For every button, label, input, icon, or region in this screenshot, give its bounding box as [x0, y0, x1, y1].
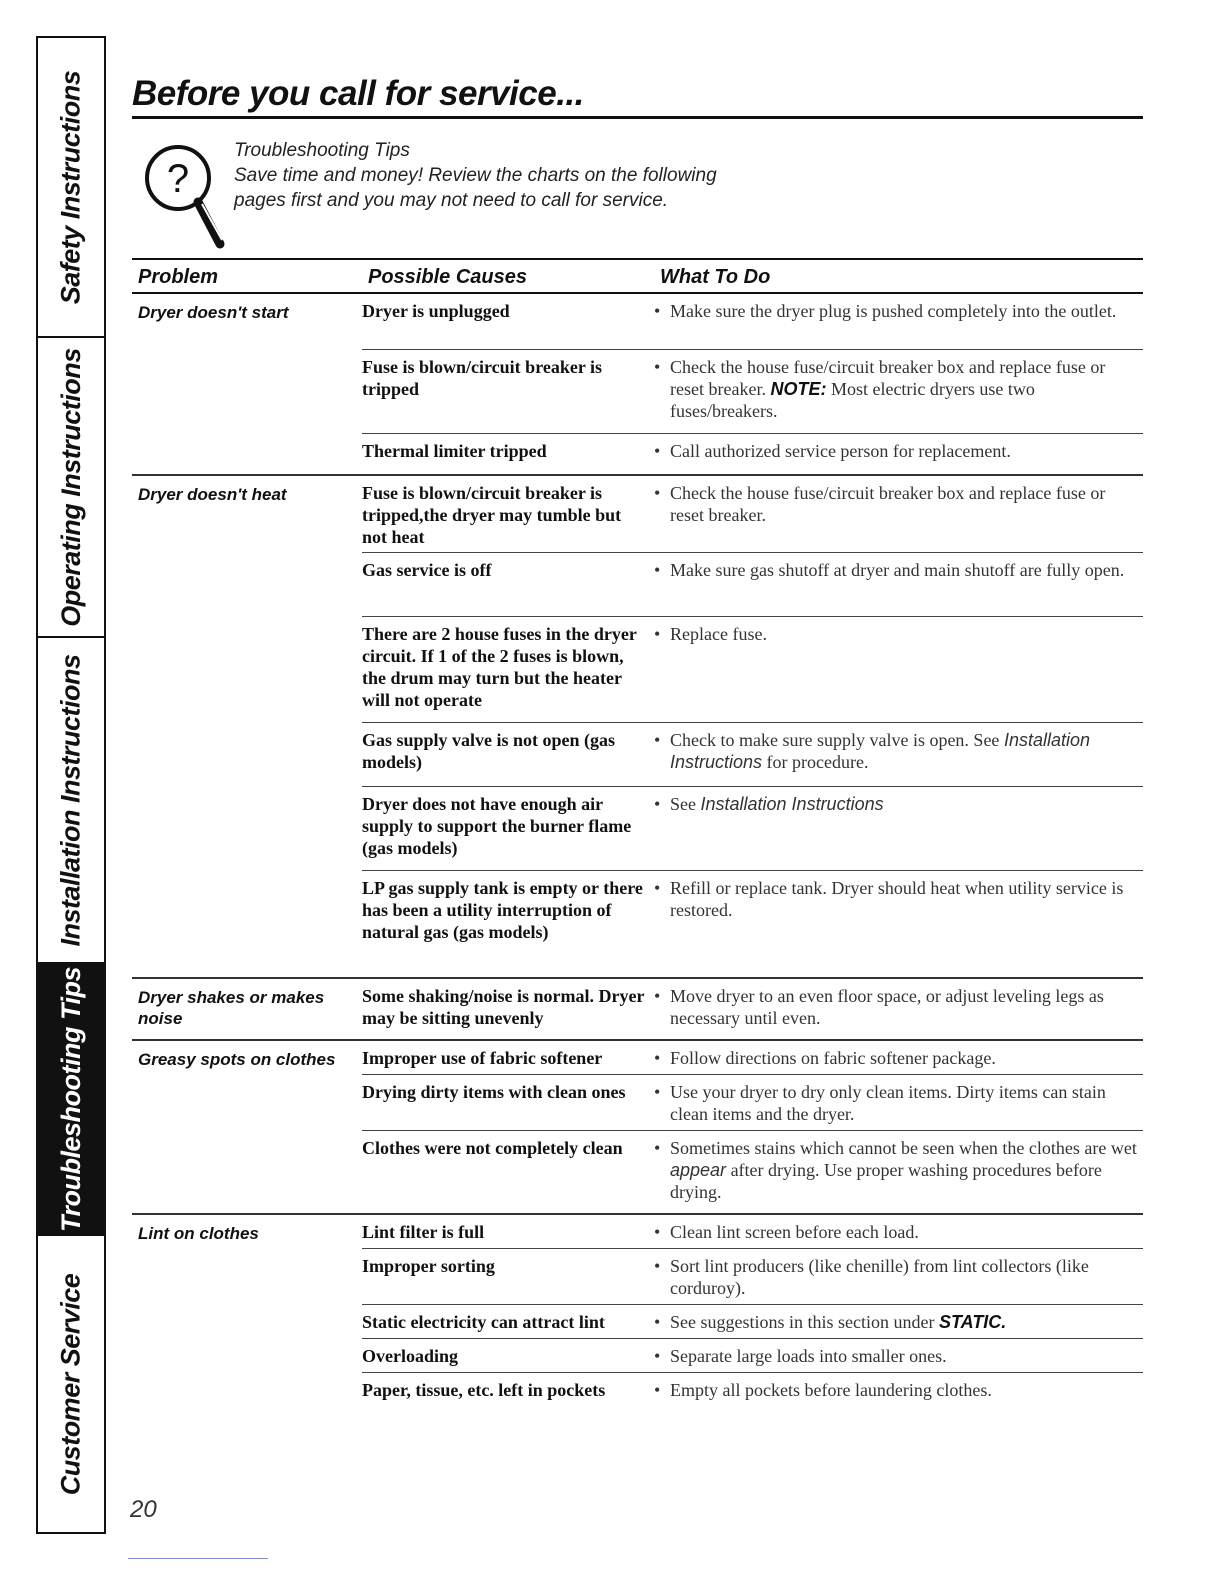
bullet-icon: •	[654, 986, 661, 1006]
problem-group	[132, 1215, 1143, 1407]
table-row	[362, 617, 1143, 723]
table-row	[362, 979, 1143, 1039]
todo-cell: • Clean lint screen before each load.	[654, 1215, 1143, 1248]
cause-cell: Overloading	[362, 1346, 459, 1366]
problem-label: Greasy spots on clothes	[138, 1050, 336, 1069]
table-row	[362, 871, 1143, 977]
todo-cell: • Separate large loads into smaller ones.	[654, 1339, 1143, 1372]
cause-cell: Clothes were not completely clean	[362, 1138, 623, 1158]
magnifier-question-icon	[140, 140, 240, 260]
table-row	[362, 787, 1143, 871]
table-row	[362, 1215, 1143, 1249]
todo-cell: • Sort lint producers (like chenille) from lint collectors (like corduroy).	[654, 1249, 1143, 1304]
cause-cell: Dryer does not have enough air supply to support the burner flame (gas models)	[362, 794, 632, 858]
svg-text:?: ?	[166, 157, 190, 201]
bullet-icon: •	[654, 1138, 661, 1158]
cause-cell: LP gas supply tank is empty or there has been a utility interruption of natural gas (gas models)	[362, 878, 643, 942]
cause-cell: Gas supply valve is not open (gas models)	[362, 730, 616, 772]
page-title: Before you call for service...	[132, 74, 584, 113]
todo-cell: • See Installation Instructions	[654, 787, 1143, 870]
table-row	[362, 553, 1143, 617]
problem-label: Lint on clothes	[138, 1224, 259, 1243]
problem-label: Dryer doesn't start	[138, 303, 289, 322]
todo-cell: • Follow directions on fabric softener package.	[654, 1041, 1143, 1074]
tab-troubleshooting-tips[interactable]: Troubleshooting Tips	[38, 964, 104, 1236]
table-row	[362, 294, 1143, 350]
installation-instructions-ref: Installation Instructions	[670, 730, 1090, 772]
todo-cell: • Call authorized service person for replacement.	[654, 434, 1143, 474]
static-reference: STATIC.	[938, 1312, 1007, 1332]
cause-cell: Fuse is blown/circuit breaker is tripped,the dryer may tumble but not heat	[362, 483, 622, 547]
cause-cell: Lint filter is full	[362, 1222, 485, 1242]
todo-cell: • Move dryer to an even floor space, or adjust leveling legs as necessary until even.	[654, 979, 1143, 1039]
todo-cell: • Empty all pockets before laundering clothes.	[654, 1373, 1143, 1407]
bullet-icon: •	[654, 1380, 661, 1400]
table-row	[362, 1075, 1143, 1131]
table-row	[362, 434, 1143, 474]
table-row	[362, 1339, 1143, 1373]
side-tabs	[36, 36, 106, 1534]
bullet-icon: •	[654, 794, 661, 814]
table-row	[362, 1373, 1143, 1407]
bullet-icon: •	[654, 483, 661, 503]
tips-text	[234, 138, 717, 213]
bullet-icon: •	[654, 878, 661, 898]
tab-safety-instructions[interactable]: Safety Instructions	[38, 38, 104, 338]
table-row	[362, 350, 1143, 434]
todo-cell: • Make sure gas shutoff at dryer and main shutoff are fully open.	[654, 553, 1143, 616]
cause-cell: Improper use of fabric softener	[362, 1048, 603, 1068]
cause-cell: There are 2 house fuses in the dryer circuit. If 1 of the 2 fuses is blown, the drum may turn but the heater will not operate	[362, 624, 637, 710]
bullet-icon: •	[654, 1222, 661, 1242]
bullet-icon: •	[654, 560, 661, 580]
cause-cell: Paper, tissue, etc. left in pockets	[362, 1380, 606, 1400]
note-label: NOTE:	[770, 379, 827, 399]
tab-operating-instructions[interactable]: Operating Instructions	[38, 338, 104, 638]
bullet-icon: •	[654, 1048, 661, 1068]
table-row	[362, 1131, 1143, 1213]
bullet-icon: •	[654, 301, 661, 321]
header-possible-causes: Possible Causes	[368, 266, 527, 288]
tab-customer-service[interactable]: Customer Service	[55, 1273, 86, 1495]
todo-cell: • Make sure the dryer plug is pushed completely into the outlet.	[654, 294, 1143, 349]
installation-instructions-ref: Installation Instructions	[700, 794, 884, 814]
cause-cell: Static electricity can attract lint	[362, 1312, 605, 1332]
tips-line-2: pages first and you may not need to call for service.	[234, 190, 669, 211]
todo-cell: • See suggestions in this section under STATIC.	[654, 1305, 1143, 1338]
table-row	[362, 1249, 1143, 1305]
cause-cell: Thermal limiter tripped	[362, 441, 547, 461]
table-row	[362, 1305, 1143, 1339]
todo-cell: • Check to make sure supply valve is open. See Installation Instructions for procedure.	[654, 723, 1143, 786]
header-what-to-do: What To Do	[660, 266, 771, 288]
tab-installation-instructions[interactable]: Installation Instructions	[38, 638, 104, 964]
cause-cell: Improper sorting	[362, 1256, 495, 1276]
table-header	[132, 258, 1143, 294]
cause-cell: Some shaking/noise is normal. Dryer may be sitting unevenly	[362, 986, 645, 1028]
bullet-icon: •	[654, 1256, 661, 1276]
todo-cell: • Check the house fuse/circuit breaker box and replace fuse or reset breaker.	[654, 476, 1143, 552]
problem-group	[132, 294, 1143, 476]
cause-cell: Gas service is off	[362, 560, 492, 580]
troubleshooting-table	[132, 258, 1143, 1407]
problem-label: Dryer doesn't heat	[138, 485, 287, 504]
problem-group	[132, 979, 1143, 1041]
bullet-icon: •	[654, 730, 661, 750]
problem-group	[132, 1041, 1143, 1215]
table-row	[362, 476, 1143, 553]
table-row	[362, 1041, 1143, 1075]
bullet-icon: •	[654, 624, 661, 644]
todo-cell: • Sometimes stains which cannot be seen when the clothes are wet appear after drying. Use proper washing procedures before drying.	[654, 1131, 1143, 1213]
todo-cell: • Replace fuse.	[654, 617, 1143, 722]
tips-line-1: Save time and money! Review the charts on the following	[234, 165, 717, 186]
bullet-icon: •	[654, 1346, 661, 1366]
todo-cell: • Use your dryer to dry only clean items. Dirty items can stain clean items and the dryer.	[654, 1075, 1143, 1130]
bullet-icon: •	[654, 1312, 661, 1332]
cause-cell: Drying dirty items with clean ones	[362, 1082, 626, 1102]
cause-cell: Dryer is unplugged	[362, 301, 510, 321]
bullet-icon: •	[654, 441, 661, 461]
header-problem: Problem	[138, 266, 219, 288]
bullet-icon: •	[654, 1082, 661, 1102]
problem-label: Dryer shakes or makes noise	[138, 988, 325, 1028]
problem-group	[132, 476, 1143, 979]
table-row	[362, 723, 1143, 787]
tips-title: Troubleshooting Tips	[234, 140, 410, 161]
cause-cell: Fuse is blown/circuit breaker is tripped	[362, 357, 603, 399]
page-number: 20	[130, 1496, 157, 1523]
appear-emphasis: appear	[670, 1160, 727, 1180]
todo-cell: • Refill or replace tank. Dryer should heat when utility service is restored.	[654, 871, 1143, 977]
bullet-icon: •	[654, 357, 661, 377]
title-rule	[132, 116, 1143, 119]
todo-cell: • Check the house fuse/circuit breaker box and replace fuse or reset breaker. NOTE: Most electric dryers use two fuses/breakers.	[654, 350, 1143, 433]
bottom-link-underline	[128, 1558, 268, 1559]
